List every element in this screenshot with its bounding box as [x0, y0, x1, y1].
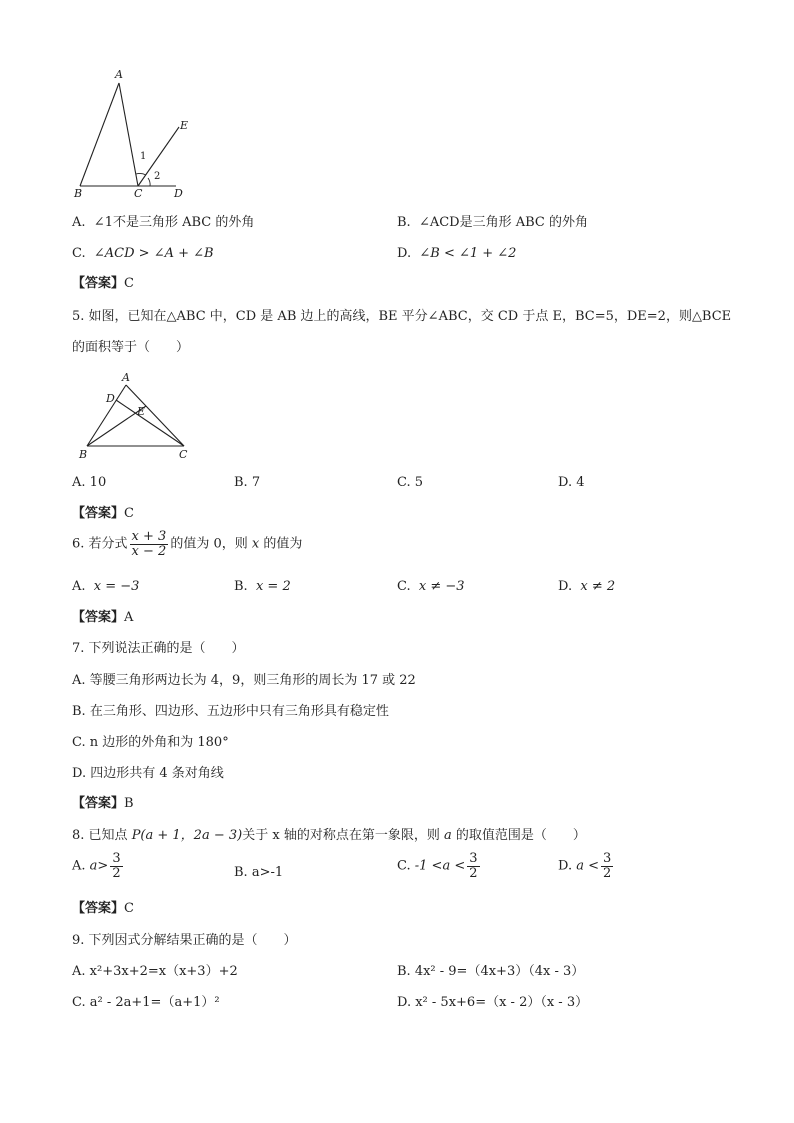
- q6-option-d: D. x ≠ 2: [558, 579, 616, 594]
- q6-option-a: A. x = −3: [72, 579, 140, 594]
- answer-label: 【答案】: [72, 506, 125, 521]
- q4-figure: [70, 65, 195, 200]
- q5-option-b: B. 7: [234, 475, 261, 490]
- q4-label-b: B: [74, 187, 83, 200]
- q9-option-b: B. 4x² - 9=（4x+3）（4x - 3）: [397, 964, 585, 979]
- answer-label: 【答案】: [72, 901, 125, 916]
- q6-option-b: B. x = 2: [234, 579, 291, 594]
- q4-label-d: D: [174, 187, 183, 200]
- q4-option-b: B. ∠ACD是三角形 ABC 的外角: [397, 215, 588, 230]
- answer-value: C: [124, 506, 134, 521]
- q8-stem: 8. 已知点 P(a + 1，2a − 3)关于 x 轴的对称点在第一象限，则 a 的取值范围是（ ）: [72, 828, 586, 843]
- q9-stem: 9. 下列因式分解结果正确的是（ ）: [72, 933, 297, 948]
- q8-answer: [72, 902, 134, 915]
- q5-stem-line1: 5. 如图，已知在△ABC 中，CD 是 AB 边上的高线，BE 平分∠ABC，交 CD 于点 E，BC=5，DE=2，则△BCE: [72, 309, 732, 324]
- q7-option-c: C. n 边形的外角和为 180°: [72, 735, 229, 750]
- q6-option-c: C. x ≠ −3: [397, 579, 465, 594]
- q5-label-b: B: [79, 448, 88, 461]
- q5-label-e: E: [137, 405, 146, 418]
- q4-label-a: A: [115, 68, 123, 81]
- q5-label-d: D: [106, 392, 115, 405]
- answer-value: B: [124, 796, 134, 811]
- q4-answer: [72, 277, 134, 290]
- answer-label: 【答案】: [72, 610, 125, 625]
- q5-option-c: C. 5: [397, 475, 424, 490]
- q7-option-a: A. 等腰三角形两边长为 4，9，则三角形的周长为 17 或 22: [72, 673, 416, 688]
- q5-option-a: A. 10: [72, 475, 107, 490]
- q4-option-d: D. ∠B < ∠1 + ∠2: [397, 246, 517, 261]
- answer-label: 【答案】: [72, 276, 125, 291]
- q5-stem-line2: 的面积等于（ ）: [72, 340, 190, 355]
- q4-option-a: A. ∠1不是三角形 ABC 的外角: [72, 215, 255, 230]
- q5-option-d: D. 4: [558, 475, 585, 490]
- q9-option-a: A. x²+3x+2=x（x+3）+2: [72, 964, 238, 979]
- q5-answer: [72, 507, 134, 520]
- q5-label-c: C: [179, 448, 188, 461]
- q9-option-d: D. x² - 5x+6=（x - 2）（x - 3）: [397, 995, 589, 1010]
- q4-label-c: C: [134, 187, 143, 200]
- answer-value: C: [124, 901, 134, 916]
- q6-fraction: $\frac{x + 3}{x - 2}$: [131, 529, 167, 559]
- q9-option-c: C. a² - 2a+1=（a+1）²: [72, 995, 220, 1010]
- q6-answer: [72, 611, 133, 624]
- q4-label-e: E: [180, 119, 189, 132]
- q8-option-b: B. a>-1: [234, 865, 284, 880]
- q8-option-d: D. a < $\frac{3}{2}$: [558, 851, 612, 881]
- q5-label-a: A: [122, 371, 130, 384]
- q8-option-a: A. a> $\frac{3}{2}$: [72, 851, 121, 881]
- answer-label: 【答案】: [72, 796, 125, 811]
- q4-angle-1: 1: [140, 151, 147, 162]
- answer-value: A: [124, 610, 134, 625]
- q4-option-c: C. ∠ACD > ∠A + ∠B: [72, 246, 214, 261]
- answer-value: C: [124, 276, 134, 291]
- q4-angle-2: 2: [154, 171, 161, 182]
- q7-option-b: B. 在三角形、四边形、五边形中只有三角形具有稳定性: [72, 704, 389, 719]
- q8-option-c: C. -1 <a < $\frac{3}{2}$: [397, 851, 478, 881]
- q5-figure: [75, 370, 195, 462]
- q7-answer: [72, 797, 134, 810]
- q7-option-d: D. 四边形共有 4 条对角线: [72, 766, 224, 781]
- q7-stem: 7. 下列说法正确的是（ ）: [72, 641, 245, 656]
- q6-stem: 6. 若分式 $\frac{x + 3}{x - 2}$ 的值为 0，则 x 的值为: [72, 529, 303, 559]
